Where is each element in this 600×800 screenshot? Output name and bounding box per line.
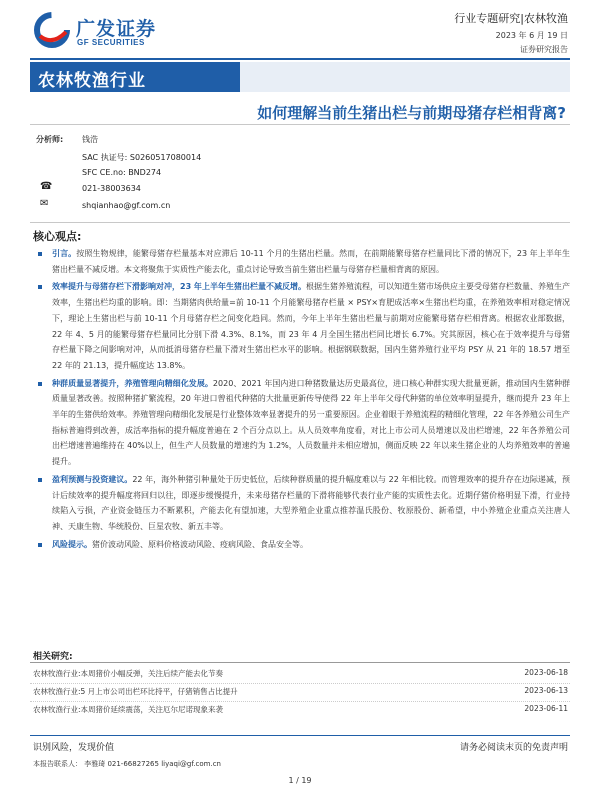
related-row-divider	[30, 683, 570, 684]
related-item-title[interactable]: 农林牧渔行业:本周猪价延续震荡，关注厄尔尼诺现象来袭	[33, 705, 224, 714]
related-item-date: 2023-06-18	[524, 668, 568, 677]
sector-title: 农林牧渔行业	[38, 71, 146, 91]
related-item[interactable]	[33, 704, 568, 720]
bullet-lead: 引言。	[52, 249, 77, 258]
bullet-icon	[38, 252, 42, 256]
page-number: 1 / 19	[288, 776, 312, 785]
list-item	[30, 376, 570, 470]
related-row-divider	[30, 701, 570, 702]
report-title: 如何理解当前生猪出栏与前期母猪存栏相背离?	[257, 104, 566, 122]
phone-icon: ☎	[40, 181, 53, 192]
list-item	[30, 279, 570, 373]
footer-divider	[30, 735, 570, 736]
bullet-text: 22 年，海外种猪引种量处于历史低位，后续种群质量的提升幅度难以与 22 年相比较。而管理效率的提升存在边际递减，预计后续效率的提升幅度将回归以往，即逐步缓慢提升，未来母猪存栏量的下滑将能够代表行业产能的实质性去化。近期仔猪价格明显下滑，行业持续陷入亏损，产业资金链压力不断累积，产能去化有望加速，大型养殖企业重点推荐温氏股份、牧原股份、新希望，中小养殖企业重点关注唐人神、天康生物、华统股份、巨星农牧、新五丰等。	[52, 474, 571, 531]
bullet-text: 根据生猪养殖流程，可以知道生猪市场供应主要受母猪存栏数量、养殖生产效率，生猪出栏均重的影响。即：当期猪肉供给量=前 10-11 个月能繁母猪存栏量 × PSY×育肥成活率×生猪出栏均重，在养殖效率相对稳定情况下，理论上生猪出栏与前 10-11 个月母猪存栏之间变化趋同。然而，今年上半年生猪出栏量与前期对应能繁母猪存栏相背离。根据农业部数据，22 年 4、5 月的能繁母猪存栏量同比分别下滑 4.3%、8.1%，而 23 年 4 月全国生猪出栏同比增长 6.7%。究其原因，核心在于效率提升与母猪存栏量下降之间影响对冲，从而抵消母猪存栏量下滑对生猪出栏水平的影响。根据钢联数据，国内生猪养殖行业平均 PSY 从 21 年的 18.57 增至 22 年的 21.13，提升幅度达 13.8%。	[52, 282, 570, 370]
related-item-date: 2023-06-11	[524, 704, 568, 713]
related-item[interactable]	[33, 686, 568, 702]
list-item	[30, 537, 570, 553]
logo-text-cn: 广发证券	[76, 18, 157, 40]
report-type: 行业专题研究|农林牧渔	[454, 12, 568, 25]
core-views-title: 核心观点:	[33, 230, 82, 243]
header-divider	[30, 58, 570, 60]
logo-text-en: GF SECURITIES	[77, 38, 145, 47]
related-research-title: 相关研究:	[33, 652, 73, 662]
bullet-icon	[38, 382, 42, 386]
bullet-text: 按照生物规律，能繁母猪存栏量基本对应滞后 10-11 个月的生猪出栏量。然而，在前期能繁母猪存栏量同比下滑的情况下，23 年上半年生猪出栏量不减反增。本文将聚焦于实质性产能去化，重点讨论导致当前生猪出栏量与母猪存栏量相背离的原因。	[52, 249, 570, 274]
analyst-phone[interactable]: 021-38003634	[82, 184, 141, 193]
related-divider	[30, 662, 570, 663]
report-kind: 证券研究报告	[520, 45, 568, 54]
bullet-text: 2020、2021 年国内进口种猪数量达历史最高位，进口核心种群实现大批量更新，推动国内生猪种群质量显著改善。按照种猪扩繁流程，20 年进口曾祖代种猪的大批量更新传导使得 22 年上半年父母代种猪的单位效率明显提升，继而提升 23 年上半年的生猪供给效率。养殖管理向精细化发展是行业整体效率显著提升的另一重要原因。企业着眼于养殖流程的精细化管理，22 年各养殖公司生产指标普遍得到改善，成活率指标的提升幅度普遍在 2 个百分点以上。从人员效率角度看，对比上市公司人员增速以及出栏增速，22 年各养殖公司出栏增速普遍维持在 40%以上，但生产人员数量的增速约为 1.2%，人员数量并未相应增加，侧面反映 22 年以来生猪企业的人均养殖效率的普遍提升。	[52, 378, 571, 467]
mail-icon: ✉	[40, 198, 49, 209]
bullet-lead: 盈利预测与投资建议。	[52, 474, 133, 484]
bullet-icon	[38, 285, 42, 289]
related-item-title[interactable]: 农林牧渔行业:本周猪价小幅反弹，关注后续产能去化节奏	[33, 669, 224, 678]
list-item	[30, 472, 570, 535]
footer-slogan: 识别风险，发现价值	[33, 743, 115, 753]
analyst-label: 分析师:	[36, 135, 64, 144]
bullet-text: 猪价波动风险、原料价格波动风险、疫病风险、食品安全等。	[92, 539, 308, 549]
analyst-email[interactable]: shqianhao@gf.com.cn	[82, 201, 171, 210]
analyst-info	[30, 128, 570, 220]
footer-contact: 本报告联系人： 李雅琦 021-66827265 liyaqi@gf.com.cn	[33, 760, 221, 768]
analyst-sfc: SFC CE.no: BND274	[82, 168, 162, 177]
core-views-list	[30, 246, 570, 554]
related-item[interactable]	[33, 668, 568, 684]
footer-disclaimer: 请务必阅读末页的免责声明	[459, 743, 568, 753]
related-item-date: 2023-06-13	[524, 686, 568, 695]
related-item-title[interactable]: 农林牧渔行业:5 月上市公司出栏环比持平，仔猪销售占比提升	[33, 687, 238, 696]
analyst-name: 钱浩	[82, 135, 98, 144]
title-divider	[30, 124, 570, 125]
analyst-sac: SAC 执证号: S0260517080014	[82, 153, 202, 162]
report-date: 2023 年 6 月 19 日	[495, 31, 568, 40]
bullet-icon	[38, 543, 42, 547]
list-item	[30, 246, 570, 277]
company-logo	[34, 10, 174, 50]
bullet-icon	[38, 478, 42, 482]
bullet-lead: 风险提示。	[52, 539, 92, 549]
gf-logo-icon	[34, 12, 70, 48]
bullet-lead: 效率提升与母猪存栏下滑影响对冲，23 年上半年生猪出栏量不减反增。	[52, 282, 306, 292]
bullet-lead: 种群质量显著提升，养殖管理向精细化发展。	[52, 378, 213, 388]
analyst-divider	[30, 222, 570, 223]
